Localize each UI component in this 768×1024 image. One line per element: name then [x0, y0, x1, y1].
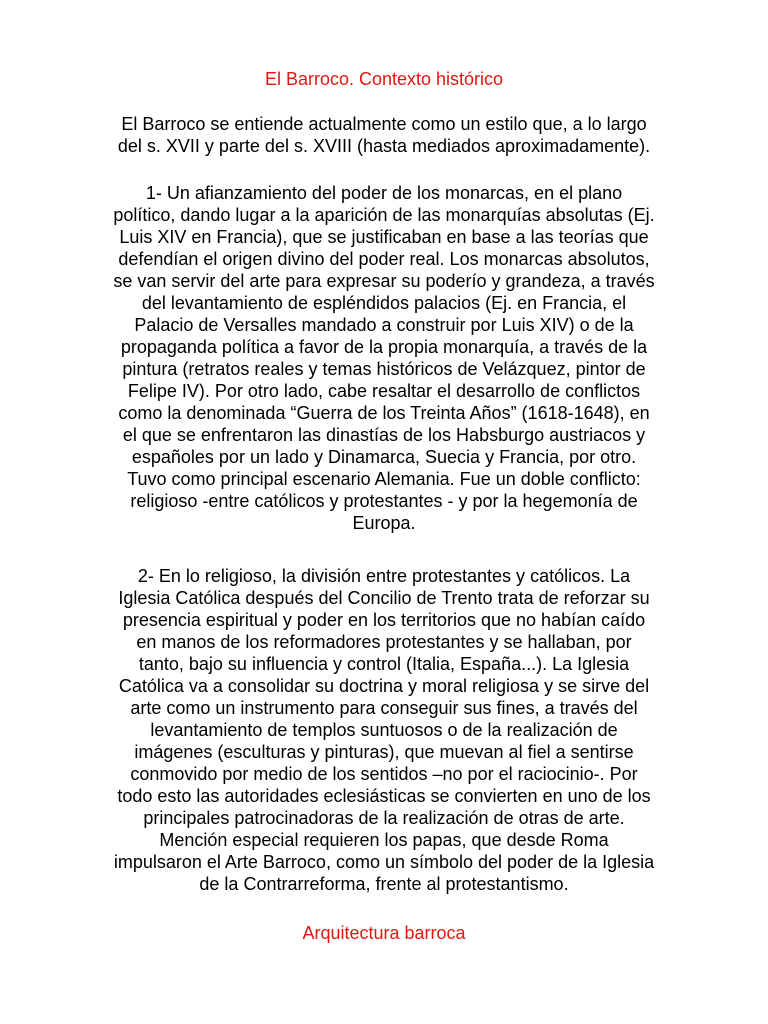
- text-line: todo esto las autoridades eclesiásticas se convierten en uno de los: [117, 786, 651, 806]
- text-line: de la Contrarreforma, frente al protestantismo.: [199, 874, 569, 894]
- text-line: Iglesia Católica después del Concilio de Trento trata de reforzar su: [118, 588, 650, 608]
- text-line: impulsaron el Arte Barroco, como un símbolo del poder de la Iglesia: [113, 852, 655, 872]
- text-line: Europa.: [352, 513, 416, 533]
- text-line: tanto, bajo su influencia y control (Italia, España...). La Iglesia: [138, 654, 630, 674]
- text-line: levantamiento de templos suntuosos o de la realización de: [150, 720, 618, 740]
- text-line: Luis XIV en Francia), que se justificaban en base a las teorías que: [119, 227, 649, 247]
- text-line: del s. XVII y parte del s. XVIII (hasta mediados aproximadamente).: [117, 136, 651, 156]
- text-line: imágenes (esculturas y pinturas), que muevan al fiel a sentirse: [134, 742, 634, 762]
- text-line: el que se enfrentaron las dinastías de los Habsburgo austriacos y: [122, 425, 646, 445]
- text-line: pintura (retratos reales y temas históricos de Velázquez, pintor de: [122, 359, 646, 379]
- text-line: españoles por un lado y Dinamarca, Suecia y Francia, por otro.: [131, 447, 637, 467]
- text-line: Católica va a consolidar su doctrina y moral religiosa y se sirve del: [118, 676, 650, 696]
- text-line: Palacio de Versalles mandado a construir por Luis XIV) o de la: [134, 315, 634, 335]
- text-line: defendían el origen divino del poder real. Los monarcas absolutos,: [118, 249, 650, 269]
- text-line: presencia espiritual y poder en los territorios que no habían caído: [122, 610, 646, 630]
- paragraph-monarchy: [0, 182, 768, 534]
- text-line: 2- En lo religioso, la división entre protestantes y católicos. La: [137, 566, 631, 586]
- text-line: en manos de los reformadores protestantes y se hallaban, por: [136, 632, 632, 652]
- text-line: político, dando lugar a la aparición de las monarquías absolutas (Ej.: [113, 205, 655, 225]
- document-title: El Barroco. Contexto histórico: [264, 69, 504, 89]
- text-line: principales patrocinadoras de la realización de otras de arte.: [143, 808, 625, 828]
- text-line: propaganda política a favor de la propia monarquía, a través de la: [120, 337, 648, 357]
- text-line: Mención especial requieren los papas, que desde Roma: [159, 830, 609, 850]
- text-line: Tuvo como principal escenario Alemania. Fue un doble conflicto:: [127, 469, 641, 489]
- text-line: conmovido por medio de los sentidos –no por el raciocinio-. Por: [130, 764, 638, 784]
- intro-paragraph: [0, 113, 768, 157]
- text-line: como la denominada “Guerra de los Treinta Años” (1618-1648), en: [118, 403, 650, 423]
- text-line: Felipe IV). Por otro lado, cabe resaltar el desarrollo de conflictos: [127, 381, 641, 401]
- text-line: se van servir del arte para expresar su poderío y grandeza, a través: [113, 271, 655, 291]
- text-line: religioso -entre católicos y protestantes - y por la hegemonía de: [130, 491, 638, 511]
- text-line: arte como un instrumento para conseguir sus fines, a través del: [130, 698, 638, 718]
- section-heading: Arquitectura barroca: [302, 923, 466, 943]
- text-line: del levantamiento de espléndidos palacios (Ej. en Francia, el: [141, 293, 627, 313]
- text-line: El Barroco se entiende actualmente como un estilo que, a lo largo: [121, 114, 647, 134]
- paragraph-religion: [0, 565, 768, 895]
- text-line: 1- Un afianzamiento del poder de los monarcas, en el plano: [145, 183, 623, 203]
